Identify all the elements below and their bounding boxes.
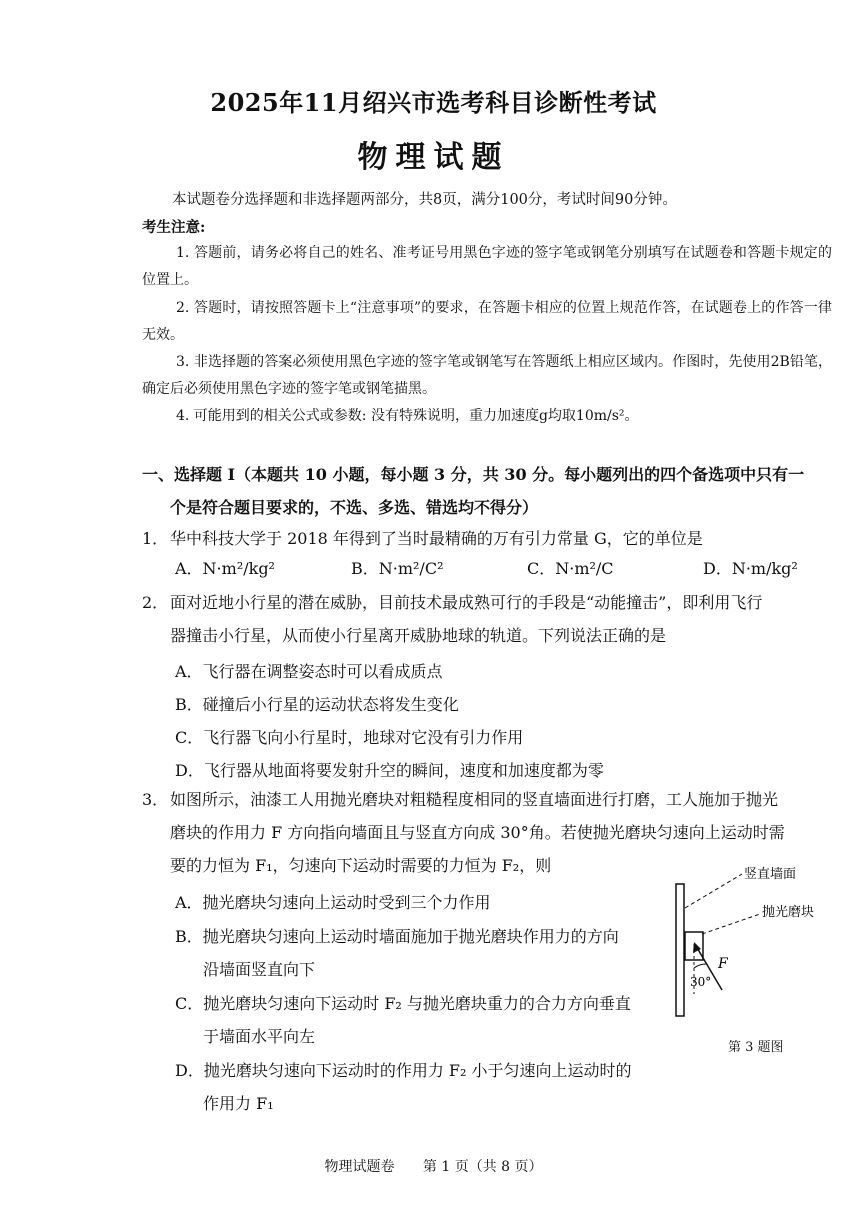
section-heading-line1: 一、选择题 I（本题共 10 小题，每小题 3 分，共 30 分。每小题列出的四个备选项中只有一 — [142, 465, 805, 484]
notice-item: 3. 非选择题的答案必须使用黑色字迹的签字笔或钢笔写在答题纸上相应区域内。作图时，先使用2B铅笔，确定后必须使用黑色字迹的签字笔或钢笔描黑。 — [142, 354, 832, 397]
exam-subject-title: 物理试题 — [357, 140, 510, 175]
label-wall: 竖直墙面 — [744, 867, 797, 882]
option-a: A．N·m²/kg² — [175, 559, 275, 578]
option-b-line2: 沿墙面竖直向下 — [203, 960, 316, 979]
option-b: B．N·m²/C² — [351, 559, 444, 578]
question-2 — [142, 586, 832, 652]
question-1 — [142, 522, 832, 555]
option-d — [175, 1054, 632, 1120]
label-block: 抛光磨块 — [762, 905, 815, 920]
option-a: A．飞行器在调整姿态时可以看成质点 — [175, 662, 443, 681]
option-b: B．碰撞后小行星的运动状态将发生变化 — [175, 695, 459, 714]
question-number: 3． — [142, 790, 169, 809]
option-d-line1: D．抛光磨块匀速向下运动时的作用力 F₂ 小于匀速向上运动时的 — [175, 1061, 632, 1080]
notice-item: 4. 可能用到的相关公式或参数: 没有特殊说明，重力加速度g均取10m/s²。 — [176, 408, 639, 424]
question-number: 1． — [142, 529, 169, 548]
question-stem-line3: 要的力恒为 F₁，匀速向下运动时需要的力恒为 F₂，则 — [170, 856, 552, 875]
notice-item: 1. 答题前，请务必将自己的姓名、准考证号用黑色字迹的签字笔或钢笔分别填写在试题卷和答题卡规定的位置上。 — [142, 245, 832, 288]
block-leader-line — [702, 914, 760, 934]
page-footer — [0, 1156, 867, 1176]
option-c-line1: C．抛光磨块匀速向下运动时 F₂ 与抛光磨块重力的合力方向垂直 — [175, 994, 631, 1013]
option-c — [175, 987, 631, 1053]
notice-item: 2. 答题时，请按照答题卡上“注意事项”的要求，在答题卡相应的位置上规范作答，在试题卷上的作答一律无效。 — [142, 300, 832, 343]
figure-caption: 第 3 题图 — [728, 1040, 784, 1055]
option-c-line2: 于墙面水平向左 — [203, 1027, 316, 1046]
question-stem-line2: 磨块的作用力 F 方向指向墙面且与竖直方向成 30°角。若使抛光磨块匀速向上运动时需 — [170, 823, 785, 842]
question-stem-line2: 器撞击小行星，从而使小行星离开威胁地球的轨道。下列说法正确的是 — [170, 626, 667, 645]
question-stem-line1: 面对近地小行星的潜在威胁，目前技术最成熟可行的手段是“动能撞击”，即利用飞行 — [170, 593, 763, 612]
section-heading-line2: 个是符合题目要求的，不选、多选、错选均不得分） — [170, 498, 539, 517]
footer-page-number: 第 1 页（共 8 页） — [422, 1159, 543, 1175]
footer-paper-name: 物理试题卷 — [324, 1159, 395, 1175]
wall-leader-line — [685, 874, 742, 908]
option-d: D．N·m/kg² — [703, 559, 798, 578]
option-d-line2: 作用力 F₁ — [203, 1094, 274, 1113]
question-stem: 华中科技大学于 2018 年得到了当时最精确的万有引力常量 G，它的单位是 — [170, 529, 703, 548]
question-stem-line1: 如图所示，油漆工人用抛光磨块对粗糙程度相同的竖直墙面进行打磨，工人施加于抛光 — [170, 790, 779, 809]
option-c: C．飞行器飞向小行星时，地球对它没有引力作用 — [175, 728, 524, 747]
option-d: D．飞行器从地面将要发射升空的瞬间，速度和加速度都为零 — [175, 761, 604, 780]
option-c: C．N·m²/C — [527, 559, 614, 578]
wall-shape — [676, 884, 684, 1016]
notice-heading: 考生注意: — [142, 219, 206, 236]
angle-arc — [694, 964, 706, 968]
label-force: F — [718, 956, 728, 972]
exam-intro: 本试题卷分选择题和非选择题两部分，共8页，满分100分，考试时间90分钟。 — [172, 192, 677, 208]
question-3-figure — [664, 858, 844, 1058]
section-heading — [142, 458, 832, 524]
option-b-line1: B．抛光磨块匀速向上运动时墙面施加于抛光磨块作用力的方向 — [175, 927, 619, 946]
label-angle: 30° — [690, 975, 712, 989]
option-b — [175, 920, 619, 986]
option-a: A．抛光磨块匀速向上运动时受到三个力作用 — [175, 893, 491, 912]
question-number: 2． — [142, 593, 169, 612]
exam-title: 2025年11月绍兴市选考科目诊断性考试 — [210, 88, 657, 117]
